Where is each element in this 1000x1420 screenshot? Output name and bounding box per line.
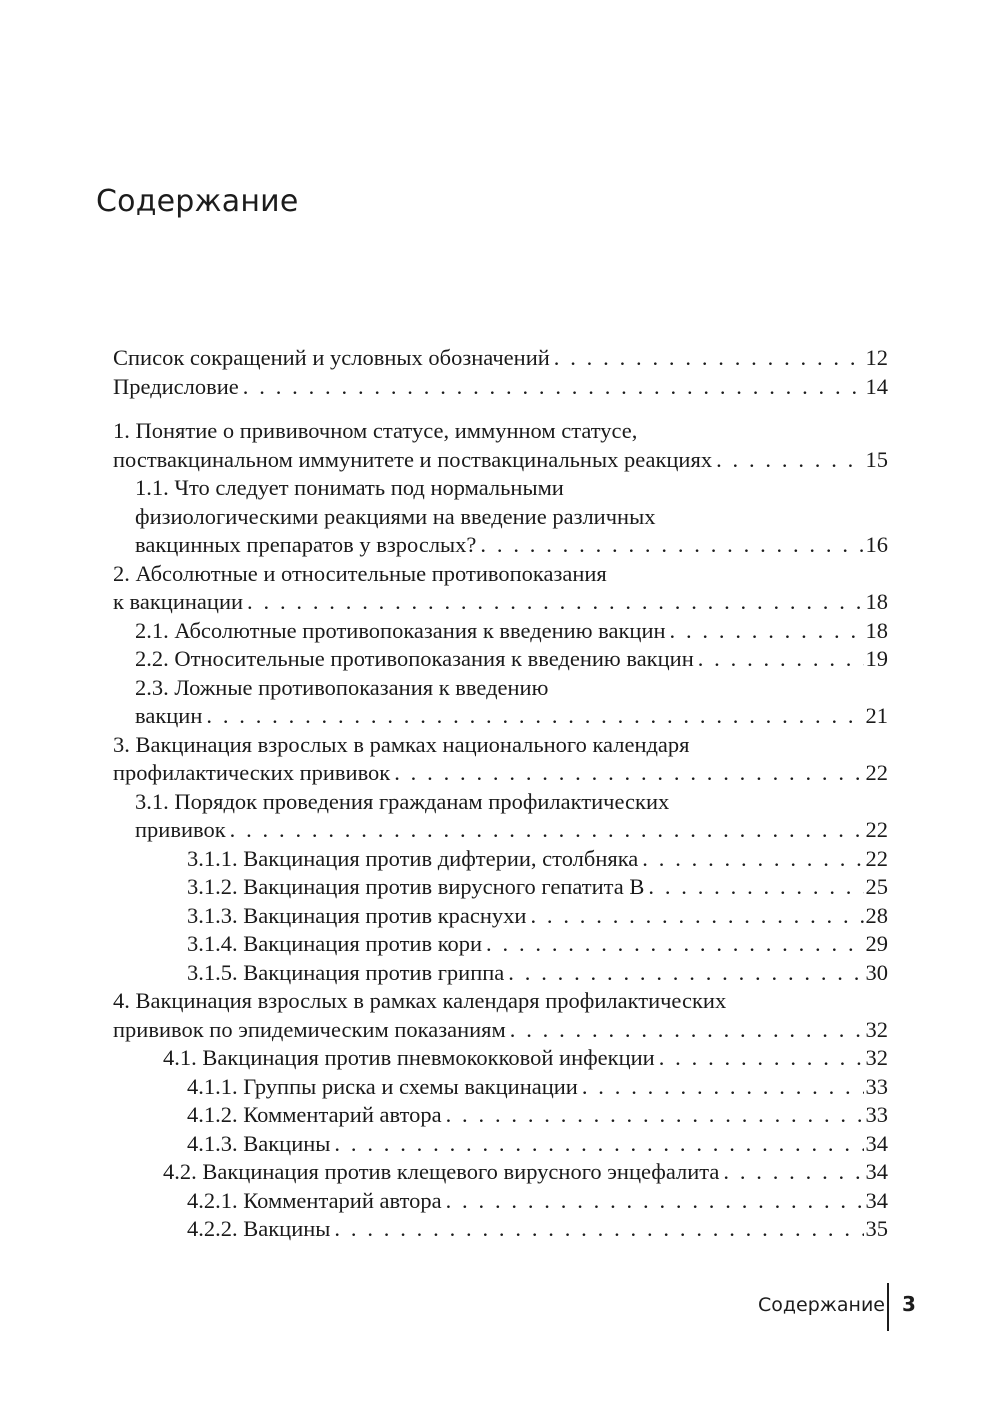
toc-entry[interactable] bbox=[113, 560, 888, 617]
toc-page-number: 32 bbox=[865, 1016, 888, 1042]
toc-entry-title: 2.2. Относительные противопоказания к введению вакцин bbox=[135, 646, 694, 671]
toc-entry[interactable] bbox=[113, 731, 888, 788]
toc-entry-title: 4.1. Вакцинация против пневмококковой инфекции bbox=[163, 1045, 655, 1070]
toc-page-number: 18 bbox=[865, 589, 888, 614]
page-number: 3 bbox=[902, 1292, 916, 1316]
toc-page-number: 34 bbox=[865, 1130, 888, 1156]
dot-leader bbox=[648, 873, 863, 902]
toc-entry[interactable] bbox=[113, 1101, 888, 1130]
toc-page-number: 35 bbox=[865, 1216, 888, 1241]
toc-page-number: 25 bbox=[865, 874, 888, 899]
toc-entry[interactable] bbox=[113, 1073, 888, 1102]
dot-leader bbox=[446, 1101, 864, 1130]
toc-entry[interactable] bbox=[113, 417, 888, 474]
toc-page-number: 22 bbox=[865, 760, 888, 785]
toc-entry[interactable] bbox=[113, 674, 888, 731]
toc-entry-title: прививок по эпидемическим показаниям bbox=[113, 1016, 506, 1042]
toc-page-number: 16 bbox=[865, 532, 888, 557]
toc-entry[interactable] bbox=[113, 1044, 888, 1073]
toc-entry[interactable] bbox=[113, 1130, 888, 1159]
toc-entry[interactable] bbox=[113, 474, 888, 560]
dot-leader bbox=[243, 373, 864, 402]
toc-entry-title: 3.1.4. Вакцинация против кори bbox=[187, 931, 483, 956]
toc-entry-title: 4.2. Вакцинация против клещевого вирусного энцефалита bbox=[163, 1159, 720, 1184]
toc-page-number: 33 bbox=[865, 1102, 888, 1127]
dot-leader bbox=[582, 1073, 864, 1102]
dot-leader bbox=[446, 1187, 864, 1216]
toc-entry[interactable] bbox=[113, 959, 888, 988]
toc-entry-title: 4. Вакцинация взрослых в рамках календаря профилактических bbox=[113, 988, 727, 1013]
toc-entry[interactable] bbox=[113, 645, 888, 674]
toc-entry-title: Список сокращений и условных обозначений bbox=[113, 345, 550, 370]
dot-leader bbox=[334, 1215, 863, 1244]
dot-leader bbox=[659, 1044, 864, 1073]
toc-entry-title: 4.1.3. Вакцины bbox=[187, 1130, 331, 1156]
toc-entry[interactable] bbox=[113, 344, 888, 373]
toc-page-number: 29 bbox=[865, 931, 888, 956]
toc-entry[interactable] bbox=[113, 617, 888, 646]
toc-page-number: 22 bbox=[865, 817, 888, 842]
toc-page-number: 21 bbox=[865, 703, 888, 728]
running-head: Содержание bbox=[758, 1294, 885, 1316]
toc-entry-title: 4.2.1. Комментарий автора bbox=[187, 1187, 442, 1213]
toc-page-number: 28 bbox=[865, 902, 888, 928]
toc-entry[interactable] bbox=[113, 930, 888, 959]
toc-entry-title: 3.1.5. Вакцинация против гриппа bbox=[187, 959, 505, 985]
toc-entry-title: 4.1.1. Группы риска и схемы вакцинации bbox=[187, 1073, 578, 1099]
toc-entry[interactable] bbox=[113, 373, 888, 402]
toc-entry[interactable] bbox=[113, 1158, 888, 1187]
toc-entry-title: 2.1. Абсолютные противопоказания к введению вакцин bbox=[135, 617, 666, 643]
dot-leader bbox=[642, 845, 863, 874]
dot-leader bbox=[698, 645, 864, 674]
toc-page-number: 30 bbox=[865, 959, 888, 985]
toc-entry-title: 4.1.2. Комментарий автора bbox=[187, 1102, 442, 1127]
toc-entry-title: поствакцинальном иммунитете и поствакцинальных реакциях bbox=[113, 446, 713, 472]
dot-leader bbox=[723, 1158, 863, 1187]
dot-leader bbox=[206, 702, 863, 731]
toc-entry[interactable] bbox=[113, 845, 888, 874]
toc-entry-title: вакцин bbox=[135, 703, 203, 728]
toc-page-number: 32 bbox=[865, 1045, 888, 1070]
toc-entry-title: 3.1.2. Вакцинация против вирусного гепатита В bbox=[187, 874, 645, 899]
dot-leader bbox=[530, 902, 863, 931]
dot-leader bbox=[716, 446, 863, 475]
toc-entry-title: 3.1. Порядок проведения гражданам профилактических bbox=[135, 788, 670, 814]
table-of-contents bbox=[113, 344, 888, 1244]
toc-entry[interactable] bbox=[113, 1215, 888, 1244]
dot-leader bbox=[554, 344, 864, 373]
toc-page-number: 34 bbox=[865, 1187, 888, 1213]
toc-entry-title: 2. Абсолютные и относительные противопоказания bbox=[113, 560, 607, 586]
page-title: Содержание bbox=[96, 184, 299, 219]
dot-leader bbox=[486, 930, 863, 959]
toc-entry[interactable] bbox=[113, 873, 888, 902]
toc-page-number: 33 bbox=[865, 1073, 888, 1099]
dot-leader bbox=[394, 759, 863, 788]
toc-page-number: 22 bbox=[865, 845, 888, 871]
toc-page-number: 19 bbox=[865, 646, 888, 671]
toc-entry-title: 3.1.3. Вакцинация против краснухи bbox=[187, 902, 527, 928]
dot-leader bbox=[510, 1016, 864, 1045]
dot-leader bbox=[230, 816, 864, 845]
dot-leader bbox=[508, 959, 863, 988]
dot-leader bbox=[247, 588, 863, 617]
toc-entry-title: вакцинных препаратов у взрослых? bbox=[135, 532, 477, 557]
toc-entry-title: к вакцинации bbox=[113, 589, 244, 614]
toc-entry[interactable] bbox=[113, 788, 888, 845]
toc-entry[interactable] bbox=[113, 902, 888, 931]
toc-page-number: 18 bbox=[865, 617, 888, 643]
toc-entry-title: 3. Вакцинация взрослых в рамках национального календаря bbox=[113, 731, 690, 757]
toc-entry-title: 2.3. Ложные противопоказания к введению bbox=[135, 674, 549, 700]
dot-leader bbox=[334, 1130, 863, 1159]
toc-page-number: 12 bbox=[865, 345, 888, 370]
toc-entry-title: 1. Понятие о прививочном статусе, иммунном статусе, bbox=[113, 418, 638, 443]
toc-entry-title: физиологическими реакциями на введение различных bbox=[135, 503, 656, 529]
toc-entry[interactable] bbox=[113, 987, 888, 1044]
toc-entry[interactable] bbox=[113, 1187, 888, 1216]
toc-page-number: 14 bbox=[865, 373, 888, 399]
toc-entry-title: 3.1.1. Вакцинация против дифтерии, столбняка bbox=[187, 845, 639, 871]
toc-entry-title: прививок bbox=[135, 817, 226, 842]
toc-entry-title: 1.1. Что следует понимать под нормальными bbox=[135, 475, 564, 500]
toc-entry-title: профилактических прививок bbox=[113, 760, 391, 785]
toc-entry-title: Предисловие bbox=[113, 373, 239, 399]
dot-leader bbox=[670, 617, 864, 646]
toc-page-number: 34 bbox=[865, 1159, 888, 1184]
toc-page-number: 15 bbox=[865, 446, 888, 472]
toc-entry-title: 4.2.2. Вакцины bbox=[187, 1216, 331, 1241]
dot-leader bbox=[480, 531, 863, 560]
footer-divider bbox=[887, 1283, 889, 1331]
